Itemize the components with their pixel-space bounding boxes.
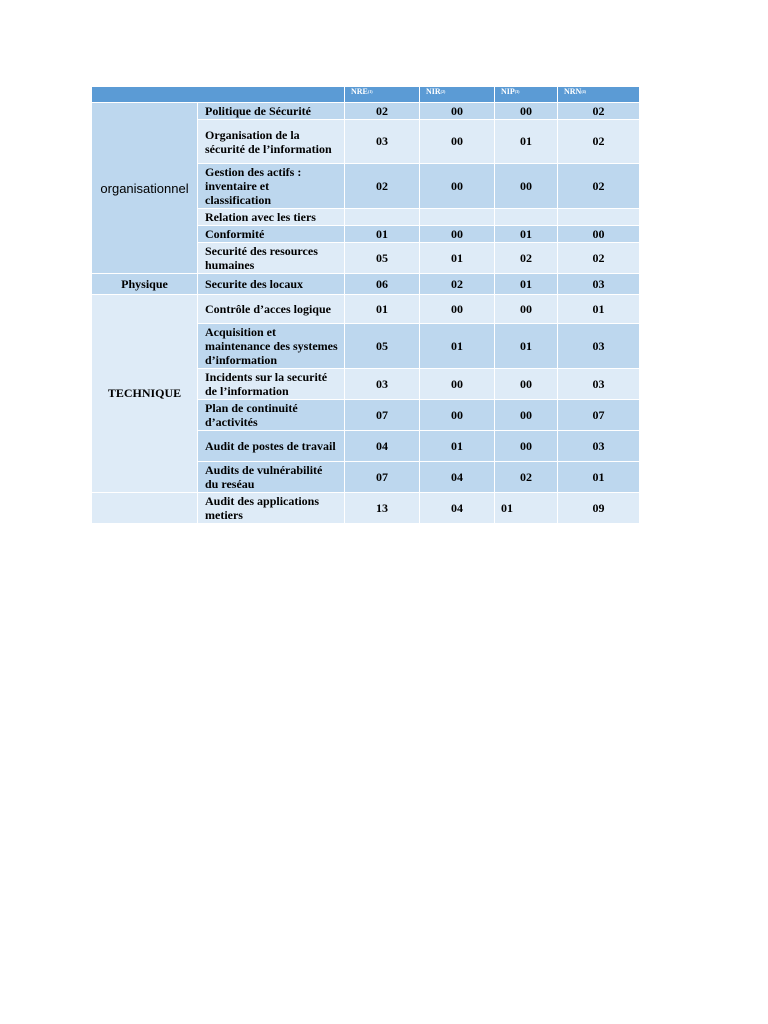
value-cell: 00 — [420, 226, 495, 243]
value-cell: 00 — [495, 295, 558, 324]
value-cell — [345, 209, 420, 226]
value-cell: 00 — [495, 400, 558, 431]
value-cell: 05 — [345, 243, 420, 274]
value-cell — [558, 209, 640, 226]
value-cell: 03 — [345, 120, 420, 164]
value-cell: 01 — [495, 226, 558, 243]
row-label: Plan de continuité d’activités — [198, 400, 345, 431]
security-assessment-table — [91, 86, 640, 524]
value-cell: 01 — [495, 324, 558, 369]
value-cell: 01 — [345, 295, 420, 324]
value-cell — [420, 209, 495, 226]
value-cell: 02 — [558, 164, 640, 209]
row-label: Audit des applications metiers — [198, 493, 345, 524]
value-cell: 01 — [420, 431, 495, 462]
value-cell: 03 — [558, 324, 640, 369]
value-cell: 06 — [345, 274, 420, 295]
value-cell: 04 — [345, 431, 420, 462]
value-cell: 00 — [420, 164, 495, 209]
value-cell: 13 — [345, 493, 420, 524]
value-cell: 00 — [558, 226, 640, 243]
table-row — [92, 493, 640, 524]
value-cell: 05 — [345, 324, 420, 369]
value-cell: 00 — [420, 400, 495, 431]
value-cell: 02 — [558, 120, 640, 164]
row-label: Acquisition et maintenance des systemes d’information — [198, 324, 345, 369]
category-technique: TECHNIQUE — [92, 295, 198, 493]
table-row — [92, 103, 640, 120]
value-cell: 04 — [420, 493, 495, 524]
value-cell: 02 — [420, 274, 495, 295]
category-physique: Physique — [92, 274, 198, 295]
value-cell: 02 — [495, 462, 558, 493]
value-cell: 03 — [345, 369, 420, 400]
row-label: Organisation de la sécurité de l’information — [198, 120, 345, 164]
column-header-nip: NIP$^{(3)}$ — [495, 87, 558, 103]
column-header-nrn: NRN$^{(4)}$ — [558, 87, 640, 103]
value-cell: 03 — [558, 431, 640, 462]
value-cell: 02 — [495, 243, 558, 274]
row-label: Incidents sur la securité de l’information — [198, 369, 345, 400]
column-header-nre: NRE$^{(1)}$ — [345, 87, 420, 103]
row-label: Politique de Sécurité — [198, 103, 345, 120]
value-cell: 00 — [495, 369, 558, 400]
column-header-nir: NIR$^{(2)}$ — [420, 87, 495, 103]
value-cell: 07 — [345, 462, 420, 493]
value-cell: 00 — [420, 369, 495, 400]
value-cell: 01 — [558, 295, 640, 324]
value-cell: 01 — [495, 493, 558, 524]
row-label: Relation avec les tiers — [198, 209, 345, 226]
table-row — [92, 274, 640, 295]
value-cell: 02 — [558, 103, 640, 120]
row-label: Audits de vulnérabilité du reséau — [198, 462, 345, 493]
category-empty-cell — [92, 493, 198, 524]
header-blank-cell — [92, 87, 345, 103]
value-cell: 01 — [495, 120, 558, 164]
value-cell: 01 — [495, 274, 558, 295]
row-label: Gestion des actifs : inventaire et classification — [198, 164, 345, 209]
value-cell: 01 — [558, 462, 640, 493]
category-organisationnel: organisationnel — [92, 103, 198, 274]
row-label: Securite des locaux — [198, 274, 345, 295]
value-cell: 00 — [495, 164, 558, 209]
value-cell: 03 — [558, 274, 640, 295]
value-cell: 00 — [420, 120, 495, 164]
header-row — [92, 87, 640, 103]
row-label: Audit de postes de travail — [198, 431, 345, 462]
value-cell: 00 — [495, 431, 558, 462]
value-cell: 00 — [420, 103, 495, 120]
value-cell: 02 — [345, 103, 420, 120]
row-label: Conformité — [198, 226, 345, 243]
row-label: Contrôle d’acces logique — [198, 295, 345, 324]
value-cell: 00 — [495, 103, 558, 120]
value-cell: 07 — [345, 400, 420, 431]
value-cell: 04 — [420, 462, 495, 493]
table-row — [92, 295, 640, 324]
value-cell: 07 — [558, 400, 640, 431]
value-cell: 01 — [420, 324, 495, 369]
value-cell — [495, 209, 558, 226]
value-cell: 02 — [558, 243, 640, 274]
value-cell: 02 — [345, 164, 420, 209]
value-cell: 09 — [558, 493, 640, 524]
value-cell: 03 — [558, 369, 640, 400]
row-label: Securité des resources humaines — [198, 243, 345, 274]
value-cell: 01 — [345, 226, 420, 243]
value-cell: 00 — [420, 295, 495, 324]
value-cell: 01 — [420, 243, 495, 274]
